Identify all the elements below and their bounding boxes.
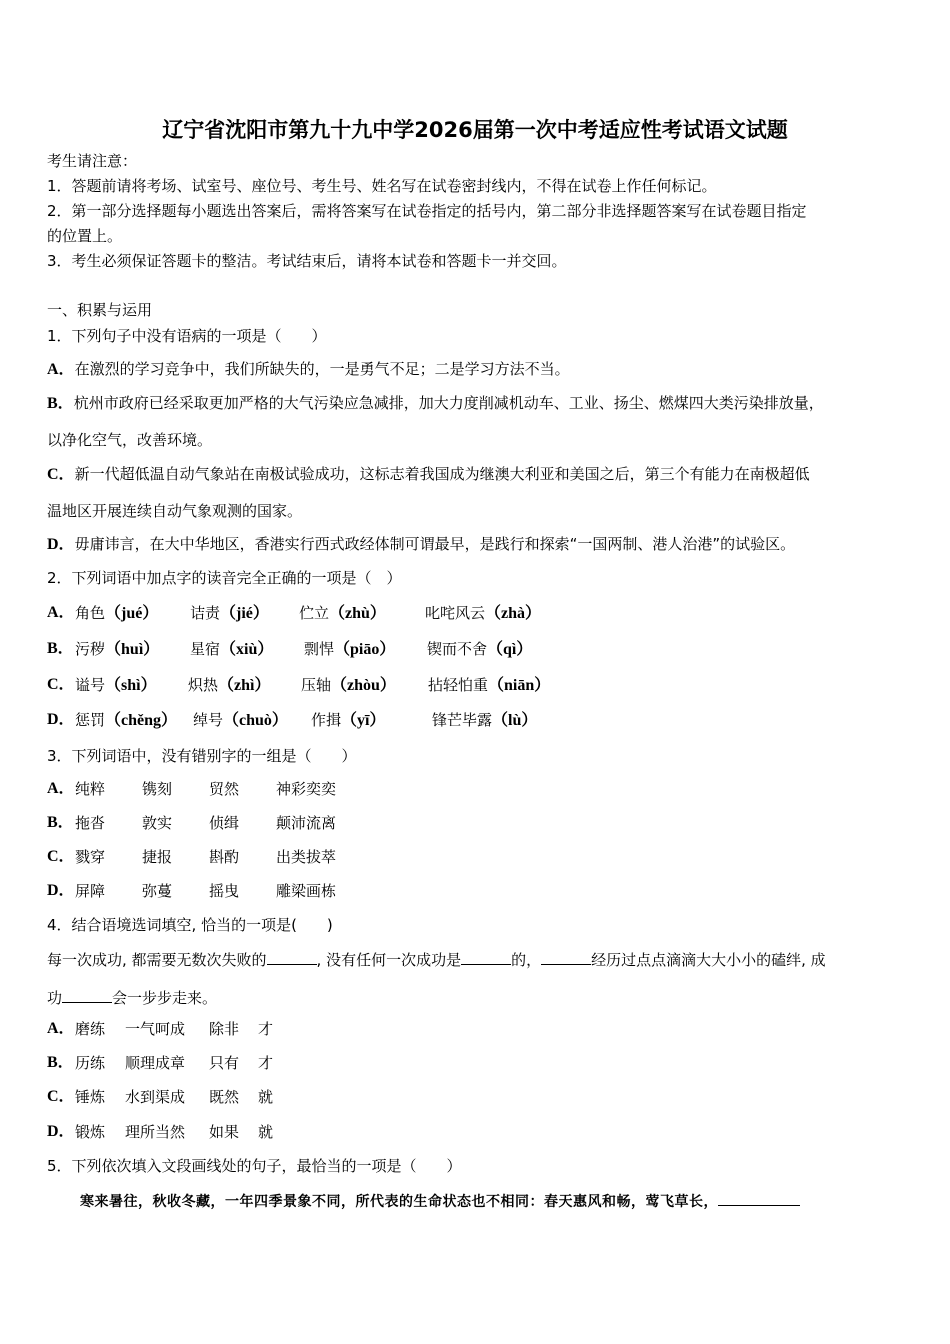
q4-option-item: 就 — [258, 1088, 274, 1106]
q4-option-item: 锻炼 — [75, 1123, 106, 1141]
q2-option-item: 诘责（jié） — [190, 604, 269, 622]
q2-option-item: 剽悍（piāo） — [304, 640, 396, 658]
q4-option-item: 水到渠成 — [125, 1088, 186, 1106]
q3-option-item: 戮穿 — [75, 848, 106, 866]
q4-option-letter: A． — [47, 1020, 75, 1037]
q3-option-letter: A． — [47, 780, 75, 797]
q3-option-item: 弥蔓 — [142, 882, 173, 900]
q2-option-item: 绰号（chuò） — [193, 711, 288, 729]
q4-option-letter: C． — [47, 1088, 75, 1105]
q3-option-item: 贸然 — [209, 780, 240, 798]
q2-option-item: 污秽（huì） — [75, 640, 160, 658]
q4-option-item: 锤炼 — [75, 1088, 106, 1106]
q3-option-item: 敦实 — [142, 814, 173, 832]
q2-option-item: 炽热（zhì） — [188, 676, 271, 694]
q4-option-item: 才 — [258, 1054, 274, 1072]
q4-option-item: 就 — [258, 1123, 274, 1141]
q1-option-a: A．在激烈的学习竞争中，我们所缺失的，一是勇气不足；二是学习方法不当。 — [47, 360, 570, 378]
q2-option-item: 星宿（xiù） — [190, 640, 274, 658]
q2-option-item: 压轴（zhòu） — [301, 676, 396, 694]
q4-option-item: 一气呵成 — [125, 1020, 186, 1038]
q2-option-item: 叱咤风云（zhà） — [425, 604, 542, 622]
q3-option-letter: C． — [47, 848, 75, 865]
q4-option-item: 顺理成章 — [125, 1054, 186, 1072]
q4-option-item: 如果 — [209, 1123, 240, 1141]
q1-option-b: B．杭州市政府已经采取更加严格的大气污染应急减排，加大力度削减机动车、工业、扬尘、燃煤四大类污染排放量， — [47, 394, 824, 412]
q3-option-item: 颠沛流离 — [276, 814, 337, 832]
notice-heading: 考生请注意： — [47, 152, 138, 170]
q3-option-item: 神彩奕奕 — [276, 780, 337, 798]
q4-option-item: 除非 — [209, 1020, 240, 1038]
page-title: 辽宁省沈阳市第九十九中学2026届第一次中考适应性考试语文试题 — [162, 118, 788, 142]
q4-option-letter: D． — [47, 1123, 75, 1140]
q3-option-item: 雕梁画栋 — [276, 882, 337, 900]
q3-option-item: 斟酌 — [209, 848, 240, 866]
notice-item: 3．考生必须保证答题卡的整洁。考试结束后，请将本试卷和答题卡一并交回。 — [47, 252, 567, 270]
q1-option-d: D．毋庸讳言，在大中华地区，香港实行西式政经体制可谓最早，是践行和探索“一国两制、港人治港”的试验区。 — [47, 535, 796, 553]
q2-option-letter: D． — [47, 711, 75, 728]
q2-option-item: 拈轻怕重（niān） — [428, 676, 551, 694]
q4-option-item: 才 — [258, 1020, 274, 1038]
q2-option-item: 谥号（shì） — [75, 676, 157, 694]
q5-passage: 寒来暑往，秋收冬藏，一年四季景象不同，所代表的生命状态也不相同：春天惠风和畅，莺飞草长， — [80, 1191, 800, 1211]
q2-option-item: 角色（jué） — [75, 604, 159, 622]
q4-option-item: 历练 — [75, 1054, 106, 1072]
q4-option-item: 只有 — [209, 1054, 240, 1072]
q1-option-c: C．新一代超低温自动气象站在南极试验成功，这标志着我国成为继澳大利亚和美国之后，第三个有能力在南极超低 — [47, 465, 810, 483]
question-1-stem: 1．下列句子中没有语病的一项是（ ） — [47, 327, 327, 345]
q2-option-item: 锋芒毕露（lù） — [432, 711, 538, 729]
q2-option-item: 惩罚（chěng） — [75, 711, 178, 729]
q4-option-item: 既然 — [209, 1088, 240, 1106]
q3-option-item: 捷报 — [142, 848, 173, 866]
question-5-stem: 5．下列依次填入文段画线处的句子，最恰当的一项是（ ） — [47, 1157, 462, 1175]
notice-item: 的位置上。 — [47, 227, 123, 245]
q3-option-item: 侦缉 — [209, 814, 240, 832]
q4-option-item: 磨练 — [75, 1020, 106, 1038]
q4-passage-line: 每一次成功, 都需要无数次失败的 , 没有任何一次成功是 的， 经历过点点滴滴大大小小的磕绊, 成 — [47, 951, 826, 969]
q3-option-item: 出类拔萃 — [276, 848, 337, 866]
question-2-stem: 2．下列词语中加点字的读音完全正确的一项是（ ） — [47, 569, 402, 587]
q1-option-c-cont: 温地区开展连续自动气象观测的国家。 — [47, 502, 303, 520]
q2-option-item: 伫立（zhù） — [299, 604, 386, 622]
q3-option-letter: D． — [47, 882, 75, 899]
q2-option-letter: C． — [47, 676, 75, 693]
q4-passage-line: 功 会一步步走来。 — [47, 989, 218, 1007]
q2-option-letter: A． — [47, 604, 75, 621]
q2-option-letter: B． — [47, 640, 74, 657]
notice-item: 1．答题前请将考场、试室号、座位号、考生号、姓名写在试卷密封线内，不得在试卷上作任何标记。 — [47, 177, 717, 195]
question-3-stem: 3．下列词语中，没有错别字的一组是（ ） — [47, 747, 357, 765]
q4-option-item: 理所当然 — [125, 1123, 186, 1141]
q3-option-item: 摇曳 — [209, 882, 240, 900]
q3-option-item: 屏障 — [75, 882, 106, 900]
q4-option-letter: B． — [47, 1054, 74, 1071]
question-4-stem: 4．结合语境选词填空, 恰当的一项是( ) — [47, 916, 333, 934]
q3-option-letter: B． — [47, 814, 74, 831]
q1-option-b-cont: 以净化空气，改善环境。 — [47, 431, 213, 449]
q3-option-item: 纯粹 — [75, 780, 106, 798]
q3-option-item: 镌刻 — [142, 780, 173, 798]
q2-option-item: 作揖（yī） — [311, 711, 386, 729]
q3-option-item: 拖沓 — [75, 814, 106, 832]
section-heading: 一、积累与运用 — [47, 301, 153, 319]
q2-option-item: 锲而不舍（qì） — [427, 640, 533, 658]
notice-item: 2．第一部分选择题每小题选出答案后，需将答案写在试卷指定的括号内，第二部分非选择题答案写在试卷题目指定 — [47, 202, 807, 220]
